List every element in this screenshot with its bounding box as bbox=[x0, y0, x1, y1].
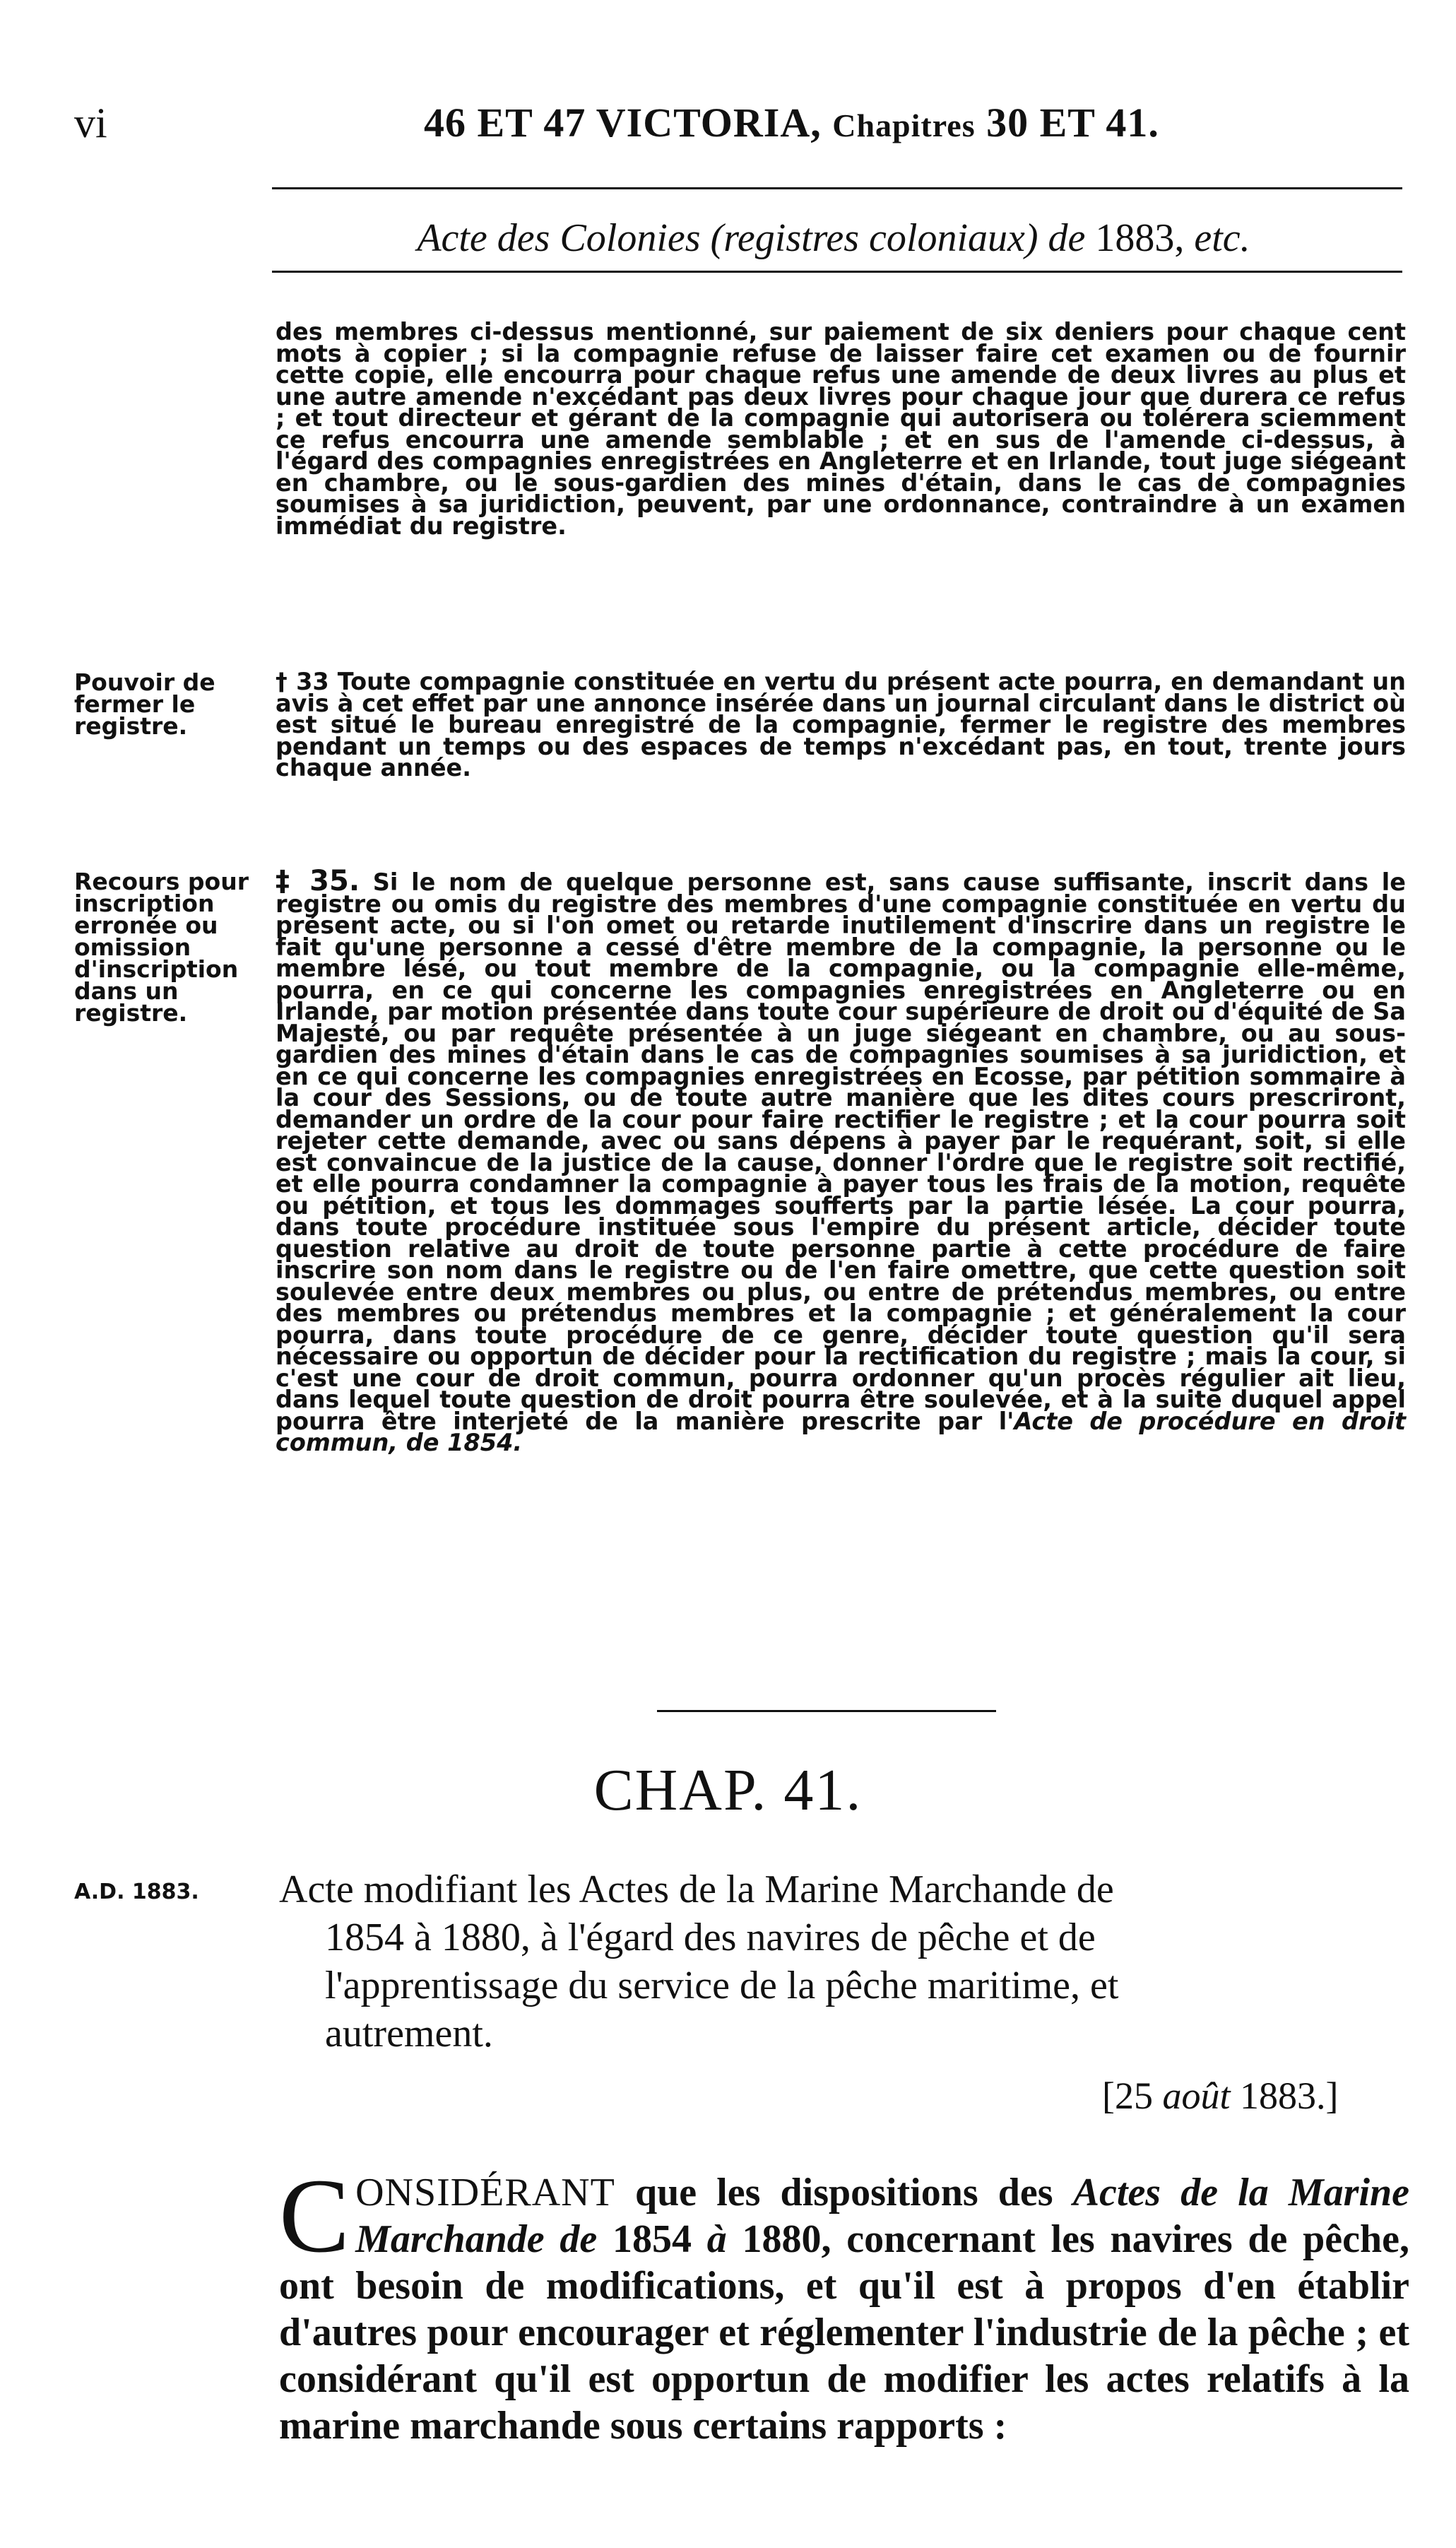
chapter-long-title bbox=[279, 1865, 1413, 2058]
long-title-line: autrement. bbox=[325, 2012, 493, 2055]
continuation-paragraph: des membres ci-dessus mentionné, sur paiement de six deniers pour chaque cent mots à copier ; si la compagnie refuse de laisser faire cet examen ou de fournir cette copie, elle encourra pour chaque refus une amende de deux livres au plus et une autre amende n'excédant pas deux livres pour chaque jour que durera ce refus ; et tout directeur et gérant de la compagnie qui autorisera ou tolérera sciemment ce refus encourra une amende semblable ; et en sus de l'amende ci-dessus, à l'égard des compagnies enregistrées en Angleterre et en Irlande, tout juge siégeant en chambre, ou le sous-gardien des mines d'étain, dans le cas de compagnies soumises à sa juridiction, peuvent, par une ordonnance, contraindre à un examen immédiat du registre. bbox=[276, 318, 1406, 540]
section-33-text: Toute compagnie constituée en vertu du présent acte pourra, en demandant un avis à cet effet par une annonce insérée dans un journal circulant dans le district où est situé le bureau enregistré de la compagnie, fermer le registre des membres pendant un temps ou des espaces de temps n'excédant pas, en tout, trente jours chaque année. bbox=[276, 668, 1406, 781]
page-number: vi bbox=[74, 100, 107, 146]
act-title-italic: Acte des Colonies (registres coloniaux) de bbox=[417, 216, 1086, 260]
margin-note-section-35: Recours pour inscription erronée ou omission d'inscription dans un registre. bbox=[74, 868, 249, 1027]
drop-cap: C bbox=[279, 2157, 350, 2275]
preamble-a: à bbox=[706, 2217, 727, 2261]
running-header bbox=[0, 99, 1456, 155]
header-rule-top bbox=[272, 187, 1402, 189]
preamble-text-3: 1880, concernant les navires de pêche, ont besoin de modifications, et qu'il est à propos d'en établir d'autres pour encourager et réglementer l'industrie de la pêche ; et considérant qu'il est opportun de modifier les actes relatifs à la marine marchande sous certains rapports : bbox=[279, 2217, 1410, 2448]
preamble-text-2: 1854 bbox=[597, 2217, 707, 2261]
running-title bbox=[424, 99, 1159, 146]
section-33-paragraph bbox=[276, 668, 1406, 781]
section-33-number: † 33 bbox=[276, 668, 329, 695]
preamble-paragraph bbox=[279, 2157, 1410, 2449]
running-title-tail: 30 ET 41. bbox=[975, 100, 1159, 146]
section-35-number: ‡ 35. bbox=[276, 865, 360, 897]
running-title-chapitres: Chapitres bbox=[832, 107, 976, 143]
anno-domini-date: A.D. 1883. bbox=[74, 1880, 199, 1904]
header-rule-bottom bbox=[272, 271, 1402, 273]
margin-note-section-33: Pouvoir de fermer le registre. bbox=[74, 668, 215, 740]
act-title-year: 1883, bbox=[1085, 216, 1195, 260]
assent-close: 1883.] bbox=[1230, 2075, 1339, 2117]
section-35-text: Si le nom de quelque personne est, sans cause suffisante, inscrit dans le registre ou omis du registre des membres d'une compagnie constituée en vertu du présent acte, ou si l'on omet ou retarde inutilement d'inscrire dans un registre le fait qu'une personne a cessé d'être membre de la compagnie, la personne ou le membre lésé, ou tout membre de la compagnie, ou la compagnie elle-même, pourra, en ce qui concerne les compagnies enregistrées en Angleterre ou en Irlande, par motion présentée dans toute cour supérieure de droit ou d'équité de Sa Majesté, ou par requête présentée à un juge siégeant en chambre, ou au sous-gardien des mines d'étain dans le cas de compagnies soumises à sa juridiction, et en ce qui concerne les compagnies enregistrées en Ecosse, par pétition sommaire à la cour des Sessions, ou de toute autre manière que les dites cours prescriront, demander un ordre de la cour pour faire rectifier le registre ; et la cour pourra soit rejeter cette demande, avec ou sans dépens à payer par le requérant, soit, si elle est convaincue de la justice de la cause, donner l'ordre que le registre soit rectifié, et elle pourra condamner la compagnie à payer tous les frais de la motion, requête ou pétition, et tous les dommages soufferts par la partie lésée. La cour pourra, dans toute procédure instituée sous l'empire du présent article, décider toute question relative au droit de toute personne partie à cette procédure de faire inscrire son nom dans le registre ou de l'en faire omettre, que cette question soit soulevée entre deux membres ou plus, ou entre de prétendus membres, ou entre des membres ou prétendus membres et la compagnie ; et généralement la cour pourra, dans toute procédure de ce genre, décider toute question qu'il sera nécessaire ou opportun de décider pour la rectification du registre ; mais la cour, si c'est une cour de droit commun, pourra ordonner qu'un procès régulier ait lieu, dans lequel toute question de droit pourra être soulevée, et à la suite duquel appel pourra être interjeté de la manière prescrite par l' bbox=[276, 868, 1406, 1435]
act-short-title bbox=[276, 216, 1392, 261]
act-title-etc: etc. bbox=[1194, 216, 1250, 260]
section-separator-rule bbox=[657, 1710, 996, 1712]
preamble-text-1: que les dispositions des bbox=[615, 2171, 1073, 2214]
long-title-line: l'apprentissage du service de la pêche maritime, et bbox=[325, 1964, 1119, 2007]
running-title-main: 46 ET 47 VICTORIA, bbox=[424, 100, 833, 146]
chapter-heading: CHAP. 41. bbox=[593, 1757, 863, 1823]
section-35-act-reference: Acte de procédure en droit commun, de 1854. bbox=[276, 1407, 1406, 1456]
assent-open: [25 bbox=[1102, 2075, 1163, 2117]
preamble-act-name: Actes de la Marine Marchande de bbox=[355, 2171, 1409, 2261]
long-title-line: Acte modifiant les Actes de la Marine Marchande de bbox=[279, 1868, 1114, 1911]
section-35-paragraph bbox=[276, 865, 1406, 1456]
assent-month: août bbox=[1162, 2075, 1231, 2117]
royal-assent-date bbox=[1102, 2074, 1338, 2118]
preamble-first-word: ONSIDÉRANT bbox=[355, 2171, 615, 2214]
long-title-line: 1854 à 1880, à l'égard des navires de pêche et de bbox=[325, 1916, 1096, 1959]
